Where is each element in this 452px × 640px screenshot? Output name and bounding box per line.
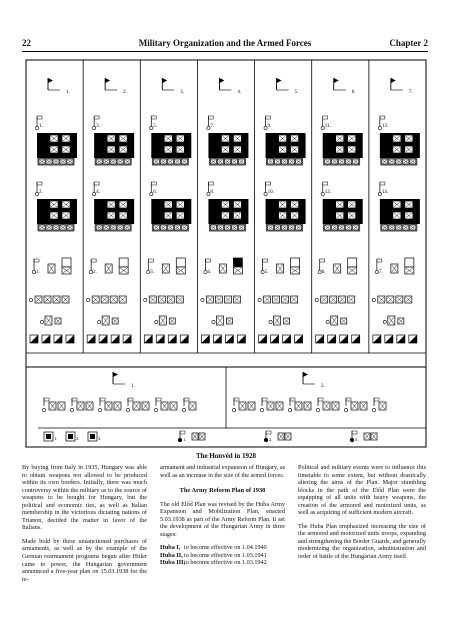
unit-marker-icon <box>315 298 318 301</box>
corps-label: 4. <box>237 90 242 95</box>
paragraph: armament and industrial expansion of Hungary, as well as an increase in the size of the armed forces. <box>160 464 285 479</box>
hq-pennant <box>94 182 99 185</box>
battery-pennant <box>148 259 153 262</box>
depot-unit-fill <box>46 434 51 439</box>
battery-equipment-icon <box>291 258 300 267</box>
battery-equipment-icon <box>62 258 71 267</box>
unit-marker-icon <box>260 408 263 411</box>
unit-marker-icon <box>87 298 90 301</box>
pennant-flag <box>128 398 133 401</box>
border-unit-label: 3. <box>355 437 359 442</box>
battery-pennant <box>377 259 382 262</box>
paragraph: Made bold by these unsanctioned purchases of armaments, as well as by the example of the German rearmament programs begun after Hitler came to power, the Hungarian government announced a five-year plan on 15.03.1938 for the re- <box>22 537 147 583</box>
paragraph: By buying from Italy in 1935, Hungary was able to obtain weapons not allowed to be produced within its own borders. Initially, there was much controversy within the military as to the source of weapons to be bought for Hungary, but the political and economic ties, as well as Italian membership in the victorious dictating nations of Trianon, decided the matter in favor of the Italians. <box>22 464 147 532</box>
unit-marker-icon <box>70 408 73 411</box>
hq-pennant <box>380 116 385 119</box>
paragraph: The old Előd Plan was revised by the Huba Army Expansion and Mobilization Plan, enacted 5.03.1938 as part of the Army Reform Plan. It set the development of the Hungarian Army in three stages: <box>160 500 285 538</box>
depot-unit-fill <box>90 434 95 439</box>
battery-label: 4. <box>207 270 212 275</box>
running-title: Military Organization and the Armed Forces <box>138 38 312 48</box>
brigade-label: 8. <box>210 190 215 195</box>
pennant-flag <box>266 431 271 434</box>
battery-equipment-icon <box>405 258 414 267</box>
pennant-flag <box>156 398 161 401</box>
corps-label: 2. <box>123 90 127 95</box>
battery-label: 7. <box>378 270 383 275</box>
battery-equipment-icon <box>233 258 242 267</box>
figure-caption: The Honvéd in 1928 <box>195 452 257 460</box>
section-heading: The Army Reform Plan of 1938 <box>179 487 266 495</box>
chapter-label: Chapter 2 <box>389 38 428 48</box>
hq-pennant <box>266 116 271 119</box>
pennant-flag <box>234 398 239 401</box>
pennant-flag <box>262 398 267 401</box>
flag-pennant <box>391 78 396 83</box>
flag-pennant <box>303 372 308 377</box>
unit-marker-icon <box>258 298 261 301</box>
battery-pennant <box>263 259 268 262</box>
hq-pennant <box>208 116 213 119</box>
flag-pennant <box>162 78 167 83</box>
unit-marker-icon <box>383 320 386 323</box>
unit-marker-icon <box>232 408 235 411</box>
flag-pennant <box>113 372 118 377</box>
cavalry-label: 1. <box>131 384 135 389</box>
hq-pennant <box>37 182 42 185</box>
hq-pennant <box>151 116 156 119</box>
battery-pennant <box>91 259 96 262</box>
unit-marker-icon <box>350 438 354 442</box>
pennant-flag <box>352 431 357 434</box>
hq-pennant <box>208 182 213 185</box>
flag-pennant <box>277 78 282 83</box>
depot-label: 3. <box>98 436 102 441</box>
plan-list <box>160 544 285 567</box>
battery-pennant <box>34 259 39 262</box>
brigade-label: 13. <box>381 124 389 129</box>
flag-pennant <box>334 78 339 83</box>
pennant-flag <box>44 398 49 401</box>
brigade-label: 11. <box>324 124 331 129</box>
unit-marker-icon <box>98 320 101 323</box>
unit-marker-icon <box>212 320 215 323</box>
battery-label: 2. <box>93 270 97 275</box>
battery-pennant <box>205 259 210 262</box>
border-unit-label: 2. <box>269 437 273 442</box>
border-unit-label: 1. <box>183 437 187 442</box>
hq-pennant <box>151 182 156 185</box>
unit-marker-icon <box>29 298 32 301</box>
brigade-label: 4. <box>96 190 100 195</box>
corps-label: 7. <box>408 90 413 95</box>
unit-marker-icon <box>372 298 375 301</box>
pennant-flag <box>180 431 185 434</box>
pennant-flag <box>72 398 77 401</box>
pennant-flag <box>374 398 379 401</box>
brigade-label: 9. <box>267 124 272 129</box>
hq-pennant <box>323 116 328 119</box>
plan-item: Huba I, to become effective on 1.04.1940 <box>160 544 267 552</box>
unit-marker-icon <box>264 438 268 442</box>
brigade-label: 6. <box>153 190 158 195</box>
plan-item: Huba II,to become effective on 1.03.1941 <box>160 551 267 559</box>
flag-pennant <box>219 78 224 83</box>
brigade-label: 5. <box>153 124 158 129</box>
battery-equipment-icon <box>176 258 185 267</box>
unit-marker-icon <box>155 320 158 323</box>
corps-label: 6. <box>351 90 356 95</box>
unit-marker-icon <box>316 408 319 411</box>
battery-label: 6. <box>321 270 326 275</box>
paragraph: Political and military events were to influence this timetable to some extent, but without drastically altering the aims of the Plan. Major stumbling blocks in the path of the Előd Plan were the equipping of all units with heavy weapons, the creation of the armored and motorized units, as well as acquiring of sufficient modern aircraft. <box>298 464 426 517</box>
battery-equipment-icon <box>348 258 357 267</box>
unit-marker-icon <box>344 408 347 411</box>
corps-label: 1. <box>66 90 70 95</box>
brigade-label: 1. <box>39 124 43 129</box>
battery-equipment-icon <box>119 258 128 267</box>
battery-label: 1. <box>36 270 40 275</box>
depot-label: 1. <box>54 436 58 441</box>
battery-pennant <box>320 259 325 262</box>
flag-pennant <box>105 78 110 83</box>
text-column-1 <box>22 464 147 589</box>
brigade-label: 2. <box>39 190 43 195</box>
hq-pennant <box>94 116 99 119</box>
unit-marker-icon <box>40 320 43 323</box>
unit-marker-icon <box>144 298 147 301</box>
unit-marker-icon <box>288 408 291 411</box>
brigade-label: 10. <box>267 190 274 195</box>
brigade-label: 12. <box>324 190 331 195</box>
unit-marker-icon <box>154 408 157 411</box>
page-number: 22 <box>22 38 31 48</box>
brigade-label: 14. <box>381 190 389 195</box>
hq-pennant <box>380 182 385 185</box>
unit-marker-icon <box>126 408 129 411</box>
battery-label: 5. <box>264 270 269 275</box>
flag-pennant <box>48 78 53 83</box>
plan-item: Huba III,to become effective on 1.03.1942 <box>160 559 267 567</box>
pennant-flag <box>184 398 189 401</box>
hq-pennant <box>266 182 271 185</box>
text-column-2 <box>160 464 285 567</box>
depot-unit-fill <box>68 434 73 439</box>
hq-pennant <box>323 182 328 185</box>
unit-marker-icon <box>182 408 185 411</box>
paragraph: The Huba Plan emphasized increasing the size of the armored and motorized units troops, expanding and strengthening the Border Guards, and generally modernizing the organization, administration and order of battle of the Hungarian Army itself. <box>298 522 427 561</box>
pennant-flag <box>290 398 295 401</box>
depot-label: 2. <box>76 436 80 441</box>
brigade-label: 3. <box>96 124 100 129</box>
text-column-3 <box>298 464 426 567</box>
brigade-label: 7. <box>210 124 215 129</box>
unit-marker-icon <box>326 320 329 323</box>
cavalry-label: 2. <box>321 384 325 389</box>
pennant-flag <box>318 398 323 401</box>
pennant-flag <box>346 398 351 401</box>
unit-marker-icon <box>178 438 182 442</box>
battery-label: 3. <box>150 270 155 275</box>
pennant-flag <box>100 398 105 401</box>
corps-label: 5. <box>294 90 299 95</box>
unit-marker-icon <box>269 320 272 323</box>
unit-marker-icon <box>42 408 45 411</box>
unit-marker-icon <box>98 408 101 411</box>
hq-pennant <box>37 116 42 119</box>
corps-label: 3. <box>180 90 185 95</box>
unit-marker-icon <box>201 298 204 301</box>
unit-marker-icon <box>372 408 375 411</box>
